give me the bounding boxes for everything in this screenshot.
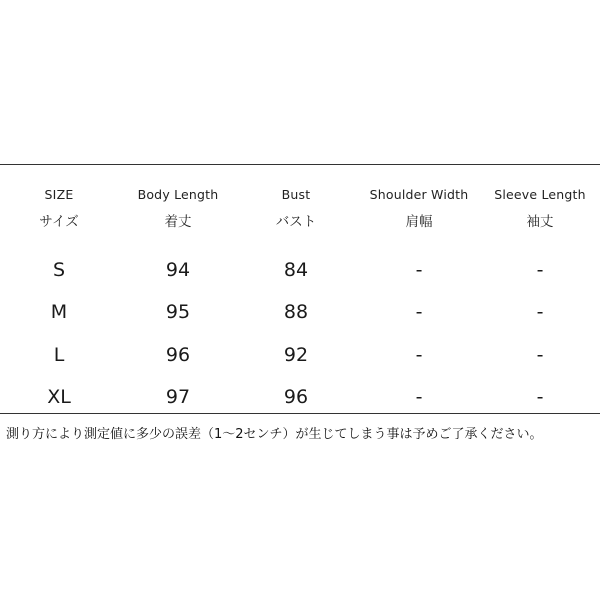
header-bust-en: Bust: [281, 187, 311, 202]
cell-bust: 84: [283, 259, 309, 281]
measurement-note: 測り方により測定値に多少の誤差（1〜2センチ）が生じてしまう事は予めご了承ください。: [6, 427, 543, 442]
header-body-length-ja: 着丈: [164, 214, 192, 230]
cell-bust: 96: [283, 386, 309, 408]
cell-bust: 88: [283, 301, 309, 323]
cell-body-length: 95: [165, 301, 191, 323]
cell-shoulder-width: -: [415, 301, 423, 323]
cell-body-length: 94: [165, 259, 191, 281]
header-body-length-en: Body Length: [137, 187, 219, 202]
cell-body-length: 96: [165, 344, 191, 366]
cell-sleeve-length: -: [536, 386, 544, 408]
size-chart-table: [0, 164, 600, 414]
cell-body-length: 97: [165, 386, 191, 408]
cell-size: XL: [47, 386, 71, 408]
header-bust-ja: バスト: [275, 214, 317, 230]
cell-size: S: [52, 259, 66, 281]
cell-size: L: [53, 344, 65, 366]
header-sleeve-length-en: Sleeve Length: [494, 187, 586, 202]
header-size-ja: サイズ: [39, 214, 79, 230]
cell-bust: 92: [283, 344, 309, 366]
cell-shoulder-width: -: [415, 344, 423, 366]
header-shoulder-width-ja: 肩幅: [405, 214, 433, 230]
cell-shoulder-width: -: [415, 259, 423, 281]
header-sleeve-length-ja: 袖丈: [526, 214, 554, 230]
cell-size: M: [50, 301, 68, 323]
cell-sleeve-length: -: [536, 301, 544, 323]
cell-shoulder-width: -: [415, 386, 423, 408]
cell-sleeve-length: -: [536, 259, 544, 281]
header-size-en: SIZE: [44, 187, 74, 202]
header-shoulder-width-en: Shoulder Width: [369, 187, 469, 202]
cell-sleeve-length: -: [536, 344, 544, 366]
